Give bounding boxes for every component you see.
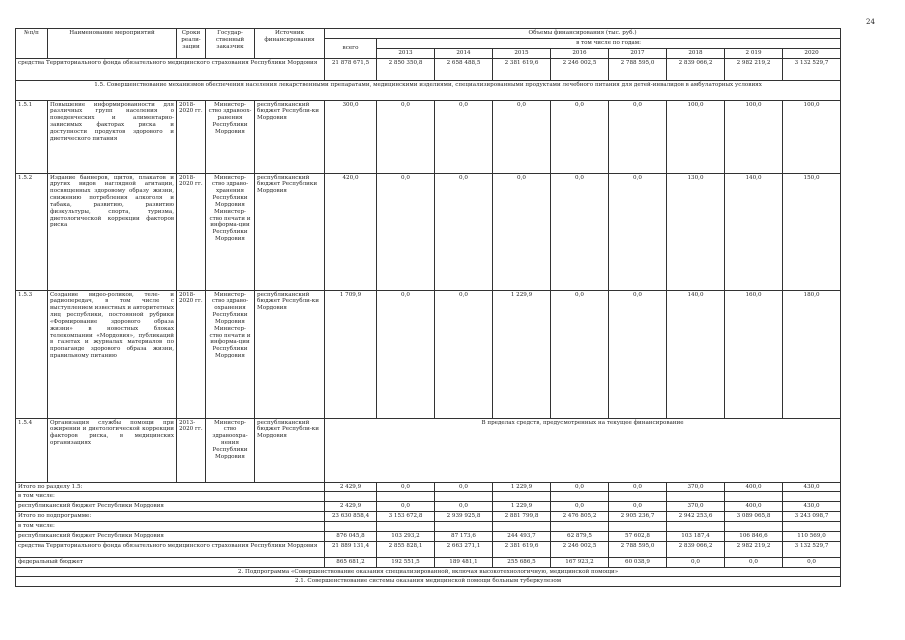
row-name: Создание видео-роликов, теле- и радиопередач, в том числе с выступлением известных и авторитетных лиц республики, постоянной рубрики «Формирование здорового образа жизни» в новостных блоках телекомпании «Мордовия», публикаций в газетах и журналах материалов по пропаганде здорового образа жизни, правильному питанию — [48, 290, 177, 418]
header-source: Источник финансирования — [255, 29, 325, 59]
totals-value: 2 476 805,2 — [551, 512, 609, 522]
totals-value: 2 429,9 — [325, 502, 377, 512]
row-name: Повышение информированности для различных групп населения о поведенческих и алиментарно-зависимых факторах риска и доступности продуктов здорового и диетического питания — [48, 100, 177, 173]
header-year: 2015 — [493, 48, 551, 58]
totals-value: 865 681,2 — [325, 557, 377, 567]
row-value: 140,0 — [725, 173, 783, 290]
totals-label: Итого по подпрограмме: — [16, 512, 325, 522]
row-value: 0,0 — [609, 290, 667, 418]
row-value: 0,0 — [435, 173, 493, 290]
row-value: 160,0 — [725, 290, 783, 418]
row-term: 2013-2020 гг. — [177, 418, 206, 482]
totals-value: 430,0 — [783, 482, 841, 492]
totals-value: 1 229,9 — [493, 482, 551, 492]
row-source: республиканский бюджет Республи-ки Мордовия — [255, 100, 325, 173]
row-num: 1.5.3 — [16, 290, 48, 418]
row-customer: Министер-ство здраво-хранения Республики Мордовия Министер-ство печати и информа-ции Республики Мордовия — [206, 173, 255, 290]
header-year: 2017 — [609, 48, 667, 58]
totals-value — [493, 492, 551, 502]
row-source: республиканский бюджет Республи-ки Мордовия — [255, 290, 325, 418]
totals-value — [551, 492, 609, 502]
row-value: 130,0 — [667, 173, 725, 290]
row-customer: Министер-ство здравоохра-нения Республики Мордовия — [206, 418, 255, 482]
top-row-value: 2 381 619,6 — [493, 58, 551, 80]
totals-value: 60 038,9 — [609, 557, 667, 567]
totals-value: 400,0 — [725, 482, 783, 492]
totals-value — [667, 521, 725, 531]
totals-label: Итого по разделу 1.5: — [16, 482, 325, 492]
row-value: 0,0 — [551, 290, 609, 418]
row-note: В пределах средств, предусмотренных на текущее финансирование — [325, 418, 841, 482]
row-term: 2018-2020 гг. — [177, 173, 206, 290]
totals-value: 21 889 131,4 — [325, 541, 377, 557]
totals-value — [725, 492, 783, 502]
top-row-value: 2 850 350,8 — [377, 58, 435, 80]
totals-value: 3 243 098,7 — [783, 512, 841, 522]
totals-value: 2 788 595,0 — [609, 541, 667, 557]
totals-value: 2 839 066,2 — [667, 541, 725, 557]
totals-value: 2 246 002,5 — [551, 541, 609, 557]
totals-value — [725, 521, 783, 531]
totals-value: 0,0 — [551, 482, 609, 492]
totals-value: 103 293,2 — [377, 531, 435, 541]
totals-value: 192 551,5 — [377, 557, 435, 567]
top-row-value: 21 878 671,5 — [325, 58, 377, 80]
totals-value: 0,0 — [609, 482, 667, 492]
totals-value — [435, 521, 493, 531]
subsection-2-1-heading: 2.1. Совершенствование системы оказания медицинской помощи больным туберкулезом — [16, 577, 841, 587]
totals-label: в том числе: — [16, 521, 325, 531]
row-name: Организация службы помощи при ожирении и диетологической коррекции факторов риска, в медицинских организациях — [48, 418, 177, 482]
totals-value: 430,0 — [783, 502, 841, 512]
totals-value — [783, 492, 841, 502]
row-value: 0,0 — [377, 173, 435, 290]
totals-value: 0,0 — [377, 502, 435, 512]
totals-value: 2 939 925,8 — [435, 512, 493, 522]
row-value: 0,0 — [493, 100, 551, 173]
totals-value — [551, 521, 609, 531]
totals-value: 0,0 — [725, 557, 783, 567]
row-value: 150,0 — [783, 173, 841, 290]
totals-value: 370,0 — [667, 482, 725, 492]
top-row-value: 2 788 595,0 — [609, 58, 667, 80]
totals-value: 189 481,1 — [435, 557, 493, 567]
totals-value: 57 602,8 — [609, 531, 667, 541]
totals-value: 0,0 — [377, 482, 435, 492]
totals-value: 2 663 271,1 — [435, 541, 493, 557]
row-value: 0,0 — [551, 173, 609, 290]
financing-table — [15, 28, 841, 587]
header-year: 2018 — [667, 48, 725, 58]
row-value: 140,0 — [667, 290, 725, 418]
section-1-5-heading: 1.5. Совершенствование механизмов обеспечения населения лекарственными препаратами, медицинскими изделиями, специализированными продуктами лечебного питания для детей-инвалидов в амбулаторных условиях — [16, 80, 841, 100]
totals-value: 244 493,7 — [493, 531, 551, 541]
totals-value — [325, 492, 377, 502]
row-value: 0,0 — [435, 290, 493, 418]
top-row-label: средства Территориального фонда обязательного медицинского страхования Республики Мордовия — [16, 58, 325, 80]
row-value: 0,0 — [551, 100, 609, 173]
totals-value — [667, 492, 725, 502]
totals-value: 2 855 828,1 — [377, 541, 435, 557]
totals-value: 87 173,6 — [435, 531, 493, 541]
row-value: 0,0 — [377, 100, 435, 173]
header-year: 2013 — [377, 48, 435, 58]
totals-value: 3 132 529,7 — [783, 541, 841, 557]
totals-value: 255 686,5 — [493, 557, 551, 567]
totals-value: 0,0 — [609, 502, 667, 512]
row-value: 0,0 — [493, 173, 551, 290]
row-value: 0,0 — [377, 290, 435, 418]
totals-value: 0,0 — [435, 482, 493, 492]
totals-value: 167 923,2 — [551, 557, 609, 567]
row-name: Издание баннеров, щитов, плакатов и других видов наглядной агитации, посвященных здоровому образу жизни, снижению потребления алкоголя и табака, развитию, развитию физкультуры, спорта, туризма, диетологической коррекции факторов риска — [48, 173, 177, 290]
subprogram-2-heading: 2. Подпрограмма «Совершенствование оказания специализированной, включая высокотехнологичную, медицинской помощи» — [16, 567, 841, 577]
totals-value: 103 187,4 — [667, 531, 725, 541]
row-source: республиканский бюджет Республики Мордовия — [255, 173, 325, 290]
page-number: 24 — [866, 18, 875, 26]
totals-value — [493, 521, 551, 531]
row-source: республиканский бюджет Республи-ки Мордовия — [255, 418, 325, 482]
totals-value: 2 942 253,6 — [667, 512, 725, 522]
row-value: 300,0 — [325, 100, 377, 173]
totals-label: федеральный бюджет — [16, 557, 325, 567]
row-value: 1 229,9 — [493, 290, 551, 418]
header-year: 2020 — [783, 48, 841, 58]
top-row-value: 3 132 529,7 — [783, 58, 841, 80]
totals-value — [377, 492, 435, 502]
totals-value: 2 982 219,2 — [725, 541, 783, 557]
row-value: 100,0 — [725, 100, 783, 173]
row-value: 180,0 — [783, 290, 841, 418]
row-value: 100,0 — [783, 100, 841, 173]
totals-value: 3 153 672,8 — [377, 512, 435, 522]
totals-value: 370,0 — [667, 502, 725, 512]
row-term: 2018-2020 гг. — [177, 290, 206, 418]
row-value: 0,0 — [609, 100, 667, 173]
totals-value: 23 630 858,4 — [325, 512, 377, 522]
row-value: 0,0 — [609, 173, 667, 290]
header-terms: Сроки реали-зации — [177, 29, 206, 59]
row-num: 1.5.1 — [16, 100, 48, 173]
row-customer: Министер-ство здравоох-ранения Республики Мордовия — [206, 100, 255, 173]
row-value: 420,0 — [325, 173, 377, 290]
header-year: 2016 — [551, 48, 609, 58]
totals-value: 106 846,6 — [725, 531, 783, 541]
totals-value: 62 879,5 — [551, 531, 609, 541]
totals-value — [377, 521, 435, 531]
totals-value — [435, 492, 493, 502]
header-incl-years: в том числе по годам: — [377, 39, 841, 49]
totals-label: в том числе: — [16, 492, 325, 502]
totals-label: средства Территориального фонда обязательного медицинского страхования Республики Мордовия — [16, 541, 325, 557]
totals-value — [609, 521, 667, 531]
row-value: 100,0 — [667, 100, 725, 173]
totals-value: 2 905 236,7 — [609, 512, 667, 522]
row-term: 2018-2020 гг. — [177, 100, 206, 173]
totals-value — [325, 521, 377, 531]
totals-value: 2 429,9 — [325, 482, 377, 492]
header-num: №п/п — [16, 29, 48, 59]
top-row-value: 2 658 488,5 — [435, 58, 493, 80]
top-row-value: 2 839 066,2 — [667, 58, 725, 80]
row-value: 1 709,9 — [325, 290, 377, 418]
totals-value — [609, 492, 667, 502]
row-num: 1.5.2 — [16, 173, 48, 290]
totals-value: 1 229,9 — [493, 502, 551, 512]
row-customer: Министер-ство здраво-охранения Республики Мордовия Министер-ство печати и информа-ции Республики Мордовия — [206, 290, 255, 418]
totals-value: 2 881 799,8 — [493, 512, 551, 522]
header-volumes: Объемы финансирования (тыс. руб.) — [325, 29, 841, 39]
totals-value: 400,0 — [725, 502, 783, 512]
totals-value: 876 045,8 — [325, 531, 377, 541]
header-year: 2 019 — [725, 48, 783, 58]
totals-label: республиканский бюджет Республики Мордовия — [16, 502, 325, 512]
totals-value: 3 089 065,8 — [725, 512, 783, 522]
top-row-value: 2 982 219,2 — [725, 58, 783, 80]
header-name: Наименование мероприятий — [48, 29, 177, 59]
totals-value: 0,0 — [667, 557, 725, 567]
top-row-value: 2 246 002,5 — [551, 58, 609, 80]
totals-value — [783, 521, 841, 531]
totals-value: 2 381 619,6 — [493, 541, 551, 557]
row-num: 1.5.4 — [16, 418, 48, 482]
header-year: 2014 — [435, 48, 493, 58]
header-customer: Государ-ственный заказчик — [206, 29, 255, 59]
totals-value: 0,0 — [435, 502, 493, 512]
header-total: всего — [325, 39, 377, 59]
row-value: 0,0 — [435, 100, 493, 173]
totals-label: республиканский бюджет Республики Мордовия — [16, 531, 325, 541]
totals-value: 110 569,0 — [783, 531, 841, 541]
totals-value: 0,0 — [551, 502, 609, 512]
totals-value: 0,0 — [783, 557, 841, 567]
